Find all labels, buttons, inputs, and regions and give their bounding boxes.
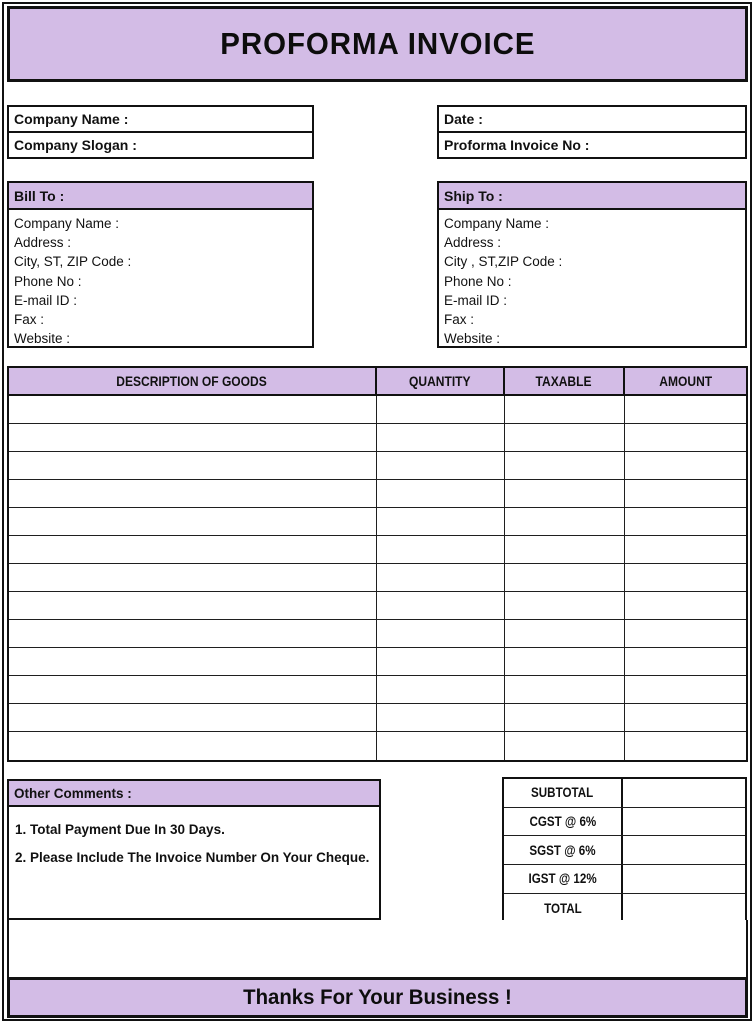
subtotal-label: SUBTOTAL [531, 785, 594, 801]
goods-table-cell [9, 396, 377, 423]
goods-table-row [9, 452, 746, 480]
invoice-number-field [437, 131, 747, 159]
goods-table-row [9, 536, 746, 564]
goods-table-cell [625, 564, 746, 591]
goods-table-cell [9, 620, 377, 647]
bottom-empty-box [7, 920, 748, 977]
company-name-field [7, 105, 314, 133]
goods-table-cell [625, 536, 746, 563]
date-label: Date : [444, 111, 483, 127]
ship-to-header: Ship To : [437, 181, 747, 210]
goods-table-cell [377, 424, 505, 451]
total-value [623, 894, 745, 923]
goods-table-cell [505, 508, 625, 535]
sgst-row [504, 836, 745, 865]
goods-table-cell [377, 732, 505, 760]
ship-to-phone: Phone No : [444, 273, 512, 289]
goods-table-row [9, 508, 746, 536]
bill-to-address: Address : [14, 235, 72, 251]
ship-to-website: Website : [444, 331, 501, 347]
goods-table-cell [9, 564, 377, 591]
goods-table-cell [9, 480, 377, 507]
sgst-value [623, 836, 745, 864]
goods-table-cell [505, 424, 625, 451]
goods-table-cell [9, 536, 377, 563]
column-header-quantity: QUANTITY [377, 368, 505, 394]
goods-table-cell [377, 452, 505, 479]
invoice-number-label: Proforma Invoice No : [444, 137, 590, 153]
goods-table-cell [625, 676, 746, 703]
goods-table-cell [377, 704, 505, 731]
bill-to-city-state-zip: City, ST, ZIP Code : [14, 254, 132, 270]
goods-table-row [9, 564, 746, 592]
goods-table-cell [9, 648, 377, 675]
column-header-description: DESCRIPTION OF GOODS [9, 368, 377, 394]
ship-to-email: E-mail ID : [444, 292, 508, 308]
goods-table-row [9, 592, 746, 620]
bill-to-phone: Phone No : [14, 273, 82, 289]
goods-table-cell [9, 732, 377, 760]
ship-to-address: Address : [444, 235, 502, 251]
page-title: PROFORMA INVOICE [219, 26, 536, 61]
comment-line-2: 2. Please Include The Invoice Number On Your Cheque. [15, 850, 370, 865]
goods-table-cell [9, 508, 377, 535]
bill-to-email: E-mail ID : [14, 292, 78, 308]
footer-banner [7, 977, 748, 1018]
goods-table-cell [9, 424, 377, 451]
goods-table-cell [377, 508, 505, 535]
goods-table-cell [505, 564, 625, 591]
goods-table-cell [505, 648, 625, 675]
goods-table-cell [625, 452, 746, 479]
bill-to-company-name: Company Name : [14, 216, 120, 231]
total-row [504, 894, 745, 923]
cgst-row [504, 808, 745, 837]
company-slogan-label: Company Slogan : [14, 137, 137, 153]
goods-table-cell [9, 592, 377, 619]
goods-table-row [9, 676, 746, 704]
total-label: TOTAL [543, 900, 582, 916]
goods-table-cell [625, 480, 746, 507]
cgst-value [623, 808, 745, 836]
subtotal-row [504, 779, 745, 808]
goods-table-row [9, 620, 746, 648]
goods-table-cell [625, 508, 746, 535]
other-comments-header: Other Comments : [7, 779, 381, 807]
goods-table-cell [505, 536, 625, 563]
bill-to-header: Bill To : [7, 181, 314, 210]
goods-table-cell [625, 396, 746, 423]
ship-to-fax: Fax : [444, 312, 475, 328]
goods-table-cell [505, 452, 625, 479]
goods-table-cell [505, 592, 625, 619]
goods-table-cell [377, 480, 505, 507]
goods-table-row [9, 424, 746, 452]
goods-table-row [9, 704, 746, 732]
comment-line-1: 1. Total Payment Due In 30 Days. [15, 822, 225, 837]
igst-row [504, 865, 745, 894]
bill-to-website: Website : [14, 331, 71, 347]
goods-table-cell [377, 676, 505, 703]
goods-table-cell [377, 396, 505, 423]
other-comments-box [7, 805, 381, 920]
goods-table-cell [505, 480, 625, 507]
cgst-label: CGST @ 6% [529, 814, 596, 830]
goods-table-cell [625, 620, 746, 647]
goods-table-row [9, 648, 746, 676]
goods-table-cell [505, 704, 625, 731]
goods-table-cell [9, 452, 377, 479]
date-field [437, 105, 747, 133]
goods-table-cell [377, 620, 505, 647]
company-slogan-field [7, 131, 314, 159]
goods-table-row [9, 480, 746, 508]
goods-table-cell [625, 424, 746, 451]
goods-table-cell [505, 396, 625, 423]
ship-to-city-state-zip: City , ST,ZIP Code : [444, 254, 563, 270]
column-header-amount: AMOUNT [659, 373, 712, 389]
goods-table-cell [625, 732, 746, 760]
sgst-label: SGST @ 6% [529, 842, 596, 858]
goods-table-cell [625, 648, 746, 675]
goods-table-cell [377, 536, 505, 563]
goods-table-cell [9, 676, 377, 703]
bill-to-box [7, 208, 314, 348]
goods-table-cell [505, 620, 625, 647]
totals-table [502, 777, 747, 924]
goods-table-cell [505, 676, 625, 703]
goods-table-row [9, 732, 746, 760]
igst-label: IGST @ 12% [528, 871, 597, 887]
ship-to-box [437, 208, 747, 348]
column-header-taxable: TAXABLE [505, 368, 625, 394]
igst-value [623, 865, 745, 893]
goods-table-row [9, 396, 746, 424]
goods-table [7, 366, 748, 762]
thanks-message: Thanks For Your Business ! [243, 985, 512, 1009]
company-name-label: Company Name : [14, 111, 129, 127]
goods-table-header-row [9, 368, 746, 396]
goods-table-cell [377, 564, 505, 591]
subtotal-value [623, 779, 745, 807]
goods-table-cell [625, 592, 746, 619]
goods-table-cell [625, 704, 746, 731]
ship-to-company-name: Company Name : [444, 216, 550, 231]
goods-table-body [9, 396, 746, 760]
goods-table-cell [9, 704, 377, 731]
goods-table-cell [505, 732, 625, 760]
goods-table-cell [377, 648, 505, 675]
goods-table-cell [377, 592, 505, 619]
title-banner [7, 6, 748, 82]
bill-to-fax: Fax : [14, 312, 45, 328]
